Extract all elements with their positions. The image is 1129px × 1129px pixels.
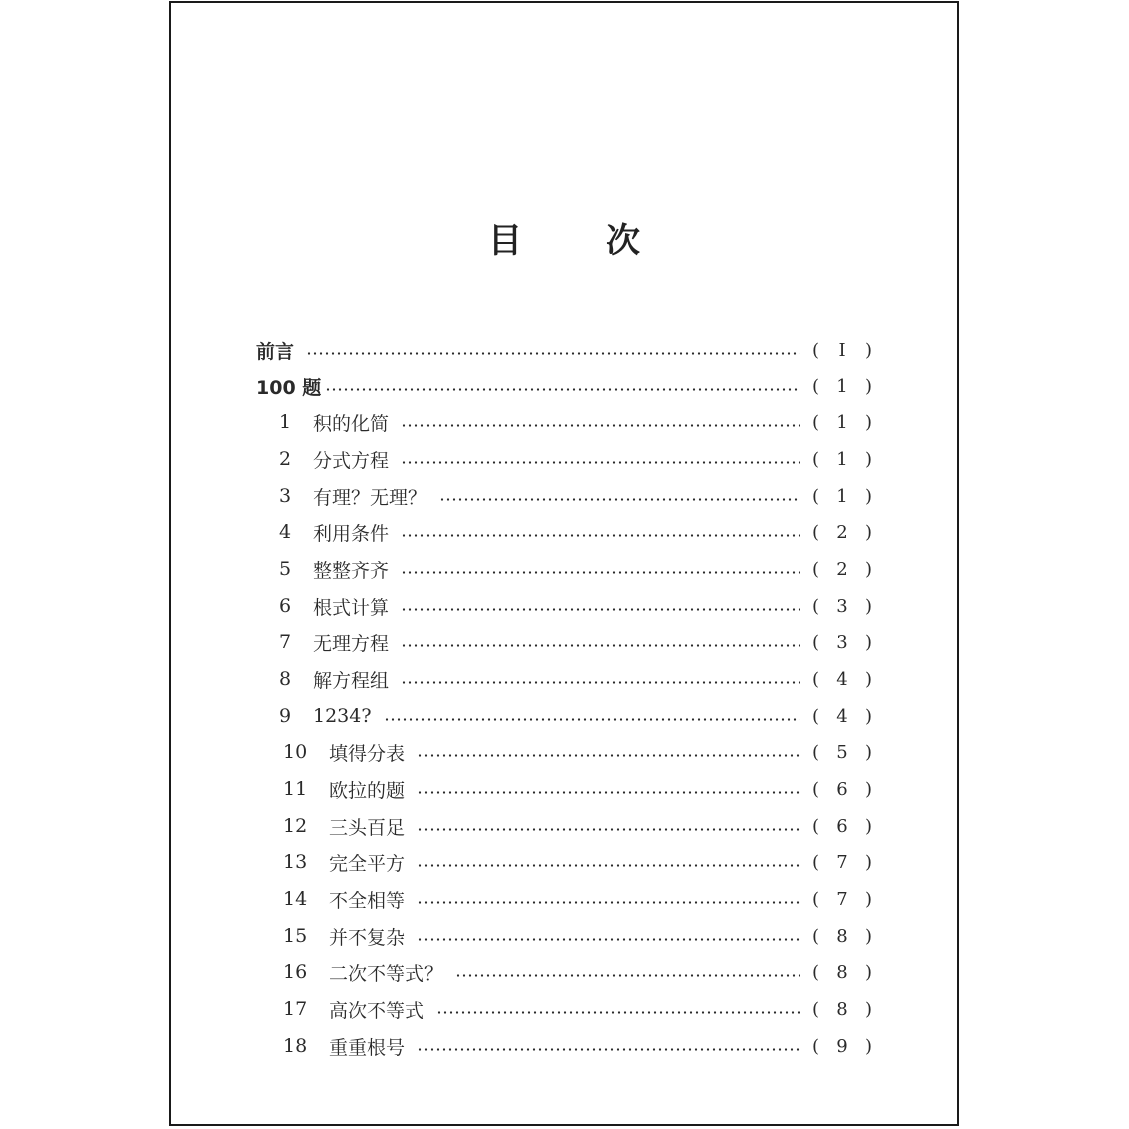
dot-leader xyxy=(401,644,800,647)
toc-page-ref: ( 7 ) xyxy=(812,888,872,910)
toc-entry[interactable] xyxy=(283,811,872,841)
toc-entry-number: 14 xyxy=(283,888,308,910)
toc-entry-number: 17 xyxy=(283,998,308,1020)
toc-entry-number: 7 xyxy=(279,631,292,653)
dot-leader xyxy=(417,828,800,831)
dot-leader xyxy=(401,424,800,427)
dot-leader xyxy=(325,388,800,391)
toc-entry-preface[interactable] xyxy=(256,335,872,365)
table-of-contents xyxy=(171,3,957,1124)
toc-entry[interactable] xyxy=(283,921,872,951)
toc-entry[interactable] xyxy=(279,481,872,511)
toc-entry[interactable] xyxy=(279,627,872,657)
toc-entry[interactable] xyxy=(279,407,872,437)
toc-page-ref: ( 3 ) xyxy=(812,631,872,653)
toc-entry-number: 8 xyxy=(279,668,292,690)
toc-page-ref: ( 4 ) xyxy=(812,668,872,690)
toc-entry-label: 不全相等 xyxy=(329,889,406,912)
title-char-2: 次 xyxy=(606,221,640,261)
toc-entry[interactable] xyxy=(279,444,872,474)
toc-page-ref: ( 8 ) xyxy=(812,925,872,947)
toc-page-ref: ( 2 ) xyxy=(812,558,872,580)
dot-leader xyxy=(306,352,800,355)
toc-page-ref: ( 3 ) xyxy=(812,595,872,617)
toc-page-ref: ( 7 ) xyxy=(812,851,872,873)
dot-leader xyxy=(401,461,800,464)
toc-entry-label: 三头百足 xyxy=(329,816,406,839)
dot-leader xyxy=(417,901,800,904)
dot-leader xyxy=(417,938,800,941)
dot-leader xyxy=(417,791,800,794)
toc-page-ref: ( 1 ) xyxy=(812,411,872,433)
toc-entry-number: 18 xyxy=(283,1035,308,1057)
toc-page-ref: ( 2 ) xyxy=(812,521,872,543)
toc-entry[interactable] xyxy=(283,994,872,1024)
toc-entry-label: 高次不等式 xyxy=(329,999,425,1022)
dot-leader xyxy=(417,864,800,867)
toc-entry[interactable] xyxy=(283,884,872,914)
toc-entry-label: 1234? xyxy=(313,705,372,727)
toc-entry[interactable] xyxy=(283,774,872,804)
dot-leader xyxy=(401,534,800,537)
dot-leader xyxy=(436,1011,800,1014)
toc-entry[interactable] xyxy=(283,737,872,767)
toc-page-ref: ( 1 ) xyxy=(812,375,872,397)
toc-entry-label: 填得分表 xyxy=(329,742,406,765)
toc-entry-number: 5 xyxy=(279,558,292,580)
toc-page-ref: ( 5 ) xyxy=(812,741,872,763)
toc-entry-number: 10 xyxy=(283,741,308,763)
toc-entry-label: 无理方程 xyxy=(313,632,390,655)
dot-leader xyxy=(401,608,800,611)
toc-page-ref: ( 9 ) xyxy=(812,1035,872,1057)
toc-entry-number: 11 xyxy=(283,778,308,800)
toc-entry-label: 积的化简 xyxy=(313,412,390,435)
toc-entry-number: 12 xyxy=(283,815,308,837)
toc-entry-label: 重重根号 xyxy=(329,1036,406,1059)
toc-entry[interactable] xyxy=(279,701,872,731)
toc-entry-label: 欧拉的题 xyxy=(329,779,406,802)
toc-entry-number: 2 xyxy=(279,448,292,470)
toc-entry[interactable] xyxy=(279,591,872,621)
toc-entry-number: 16 xyxy=(283,961,308,983)
toc-entry-label: 完全平方 xyxy=(329,852,406,875)
title-char-1: 目 xyxy=(488,221,522,261)
dot-leader xyxy=(417,754,800,757)
dot-leader xyxy=(439,498,800,501)
book-page xyxy=(169,1,959,1126)
toc-entry[interactable] xyxy=(279,664,872,694)
dot-leader xyxy=(384,718,800,721)
toc-entry-number: 15 xyxy=(283,925,308,947)
toc-entry-number: 4 xyxy=(279,521,292,543)
toc-entry[interactable] xyxy=(279,554,872,584)
toc-entry-number: 1 xyxy=(279,411,292,433)
toc-entry-number: 9 xyxy=(279,705,292,727)
toc-entry-number: 3 xyxy=(279,485,292,507)
toc-entry-label: 利用条件 xyxy=(313,522,390,545)
toc-entry-label: 前言 xyxy=(256,340,295,363)
toc-entry-label: 100 题 xyxy=(256,376,322,399)
toc-page-ref: ( 6 ) xyxy=(812,778,872,800)
toc-entry-label: 有理？无理？ xyxy=(313,486,428,509)
toc-page-ref: ( 6 ) xyxy=(812,815,872,837)
toc-entry-number: 13 xyxy=(283,851,308,873)
toc-page-ref: ( 4 ) xyxy=(812,705,872,727)
toc-page-ref: ( 1 ) xyxy=(812,448,872,470)
dot-leader xyxy=(401,571,800,574)
dot-leader xyxy=(455,974,800,977)
toc-page-ref: ( 1 ) xyxy=(812,485,872,507)
toc-entry-label: 解方程组 xyxy=(313,669,390,692)
toc-page-ref: ( 8 ) xyxy=(812,961,872,983)
toc-entry[interactable] xyxy=(283,847,872,877)
toc-entry[interactable] xyxy=(283,957,872,987)
toc-entry[interactable] xyxy=(283,1031,872,1061)
toc-entry-label: 二次不等式？ xyxy=(329,962,444,985)
toc-entry-label: 并不复杂 xyxy=(329,926,406,949)
toc-entry-label: 整整齐齐 xyxy=(313,559,390,582)
dot-leader xyxy=(417,1048,800,1051)
toc-entry-100-problems[interactable] xyxy=(256,371,872,401)
toc-entry-label: 根式计算 xyxy=(313,596,390,619)
toc-page-ref: ( Ⅰ ) xyxy=(812,339,872,361)
toc-entry-number: 6 xyxy=(279,595,292,617)
dot-leader xyxy=(401,681,800,684)
toc-entry-label: 分式方程 xyxy=(313,449,390,472)
toc-entry[interactable] xyxy=(279,517,872,547)
toc-page-ref: ( 8 ) xyxy=(812,998,872,1020)
